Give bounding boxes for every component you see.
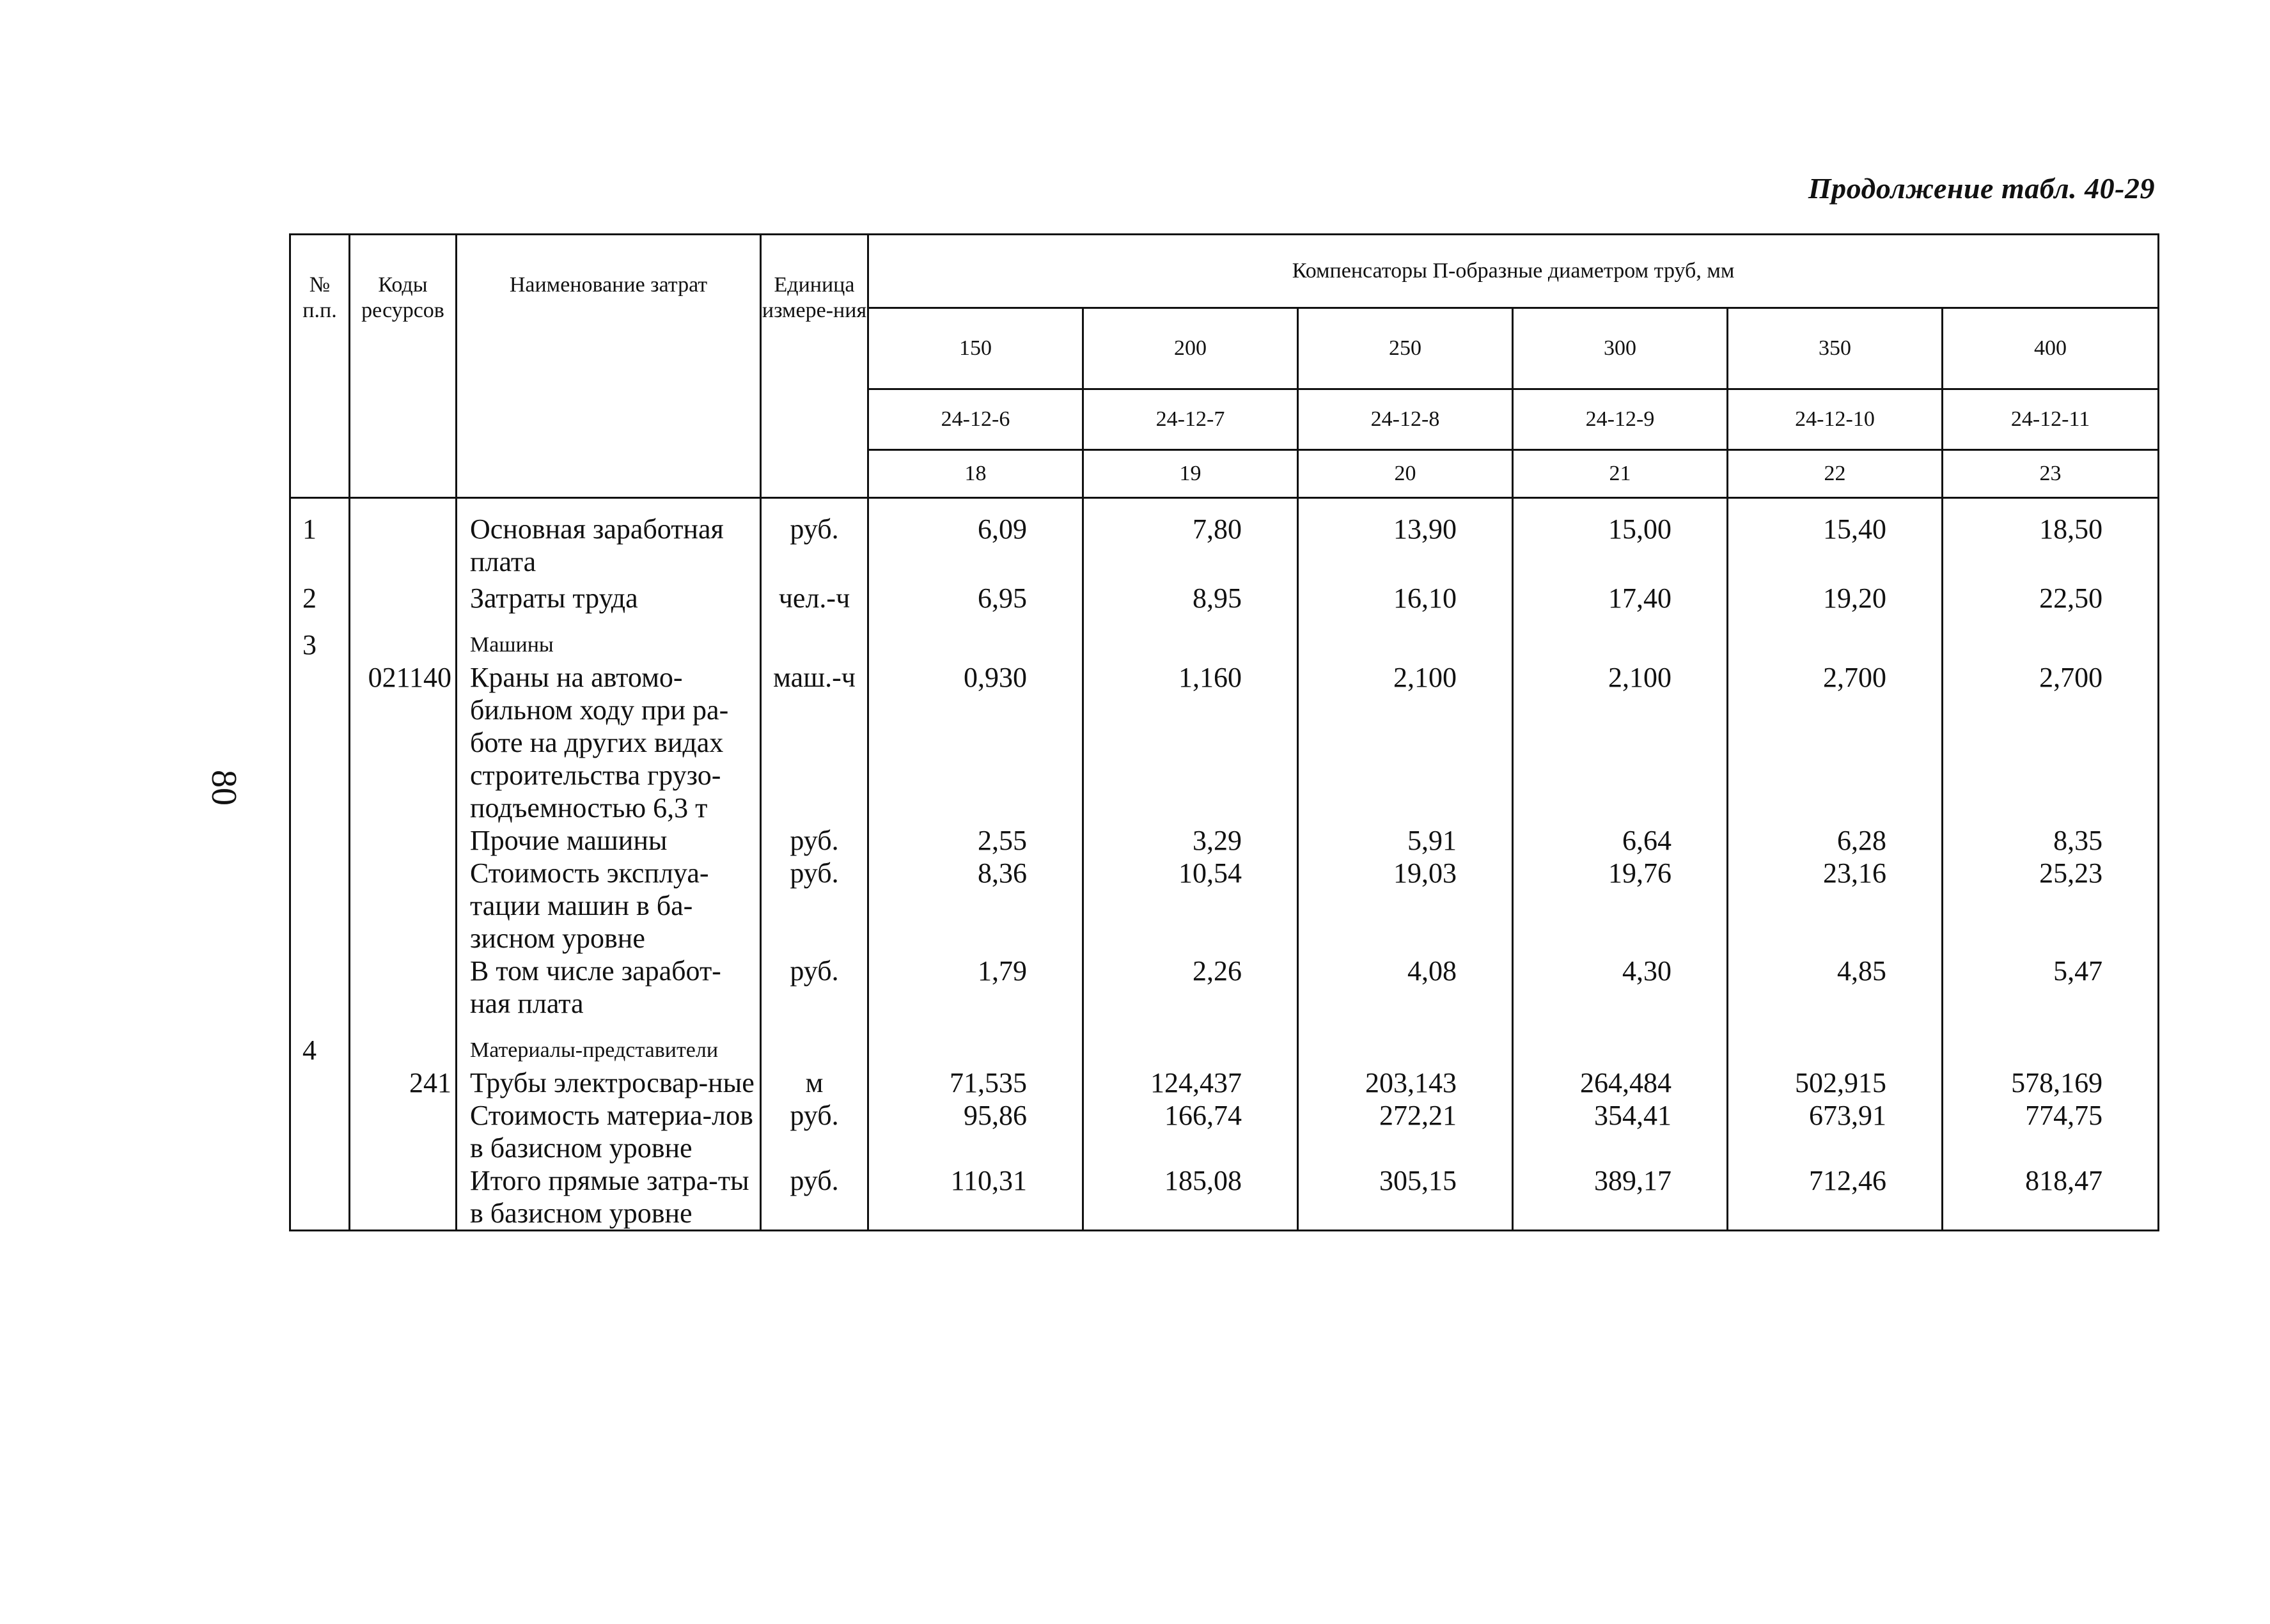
value-cell: 71,535	[868, 1066, 1083, 1099]
resource-code	[350, 857, 457, 955]
table-caption: Продолжение табл. 40-29	[1808, 172, 2155, 205]
header-unit: Единица измере-ния	[761, 235, 868, 498]
value-cell: 19,03	[1298, 857, 1513, 955]
table-row	[290, 498, 2159, 579]
value-cell	[1513, 1020, 1728, 1066]
value-cell: 2,100	[1513, 661, 1728, 824]
value-cell: 13,90	[1298, 498, 1513, 579]
header-codes: Коды ресурсов	[350, 235, 457, 498]
header-col-number-cell: 20	[1298, 450, 1513, 498]
header-code-cell: 24-12-7	[1083, 389, 1298, 450]
value-cell: 389,17	[1513, 1164, 1728, 1231]
value-cell	[1943, 614, 2159, 661]
value-cell	[868, 1020, 1083, 1066]
value-cell: 8,35	[1943, 824, 2159, 857]
header-diameter-cell: 250	[1298, 308, 1513, 389]
unit: руб.	[761, 498, 868, 579]
row-number	[290, 857, 350, 955]
unit: м	[761, 1066, 868, 1099]
header-col-number-cell: 23	[1943, 450, 2159, 498]
section-title: Машины	[457, 614, 761, 661]
value-cell: 0,930	[868, 661, 1083, 824]
page-number: 80	[204, 770, 244, 806]
row-number: 4	[290, 1020, 350, 1066]
value-cell: 578,169	[1943, 1066, 2159, 1099]
value-cell	[868, 614, 1083, 661]
value-cell: 774,75	[1943, 1099, 2159, 1164]
value-cell: 5,47	[1943, 955, 2159, 1020]
header-group: Компенсаторы П-образные диаметром труб, мм	[868, 235, 2159, 308]
cost-table	[289, 233, 2159, 1231]
value-cell: 2,26	[1083, 955, 1298, 1020]
cost-name: Трубы электросвар-ные	[457, 1066, 761, 1099]
unit: руб.	[761, 1099, 868, 1164]
value-cell: 4,30	[1513, 955, 1728, 1020]
unit: руб.	[761, 955, 868, 1020]
value-cell: 305,15	[1298, 1164, 1513, 1231]
value-cell	[1728, 1020, 1943, 1066]
value-cell: 17,40	[1513, 578, 1728, 614]
value-cell	[1298, 614, 1513, 661]
table-row	[290, 824, 2159, 857]
value-cell: 3,29	[1083, 824, 1298, 857]
value-cell: 6,64	[1513, 824, 1728, 857]
value-cell: 19,20	[1728, 578, 1943, 614]
unit: маш.-ч	[761, 661, 868, 824]
value-cell: 15,00	[1513, 498, 1728, 579]
value-cell: 8,95	[1083, 578, 1298, 614]
value-cell: 22,50	[1943, 578, 2159, 614]
unit: руб.	[761, 1164, 868, 1231]
value-cell: 7,80	[1083, 498, 1298, 579]
value-cell	[1298, 1020, 1513, 1066]
header-diameter-cell: 300	[1513, 308, 1728, 389]
resource-code: 241	[350, 1066, 457, 1099]
row-number: 2	[290, 578, 350, 614]
value-cell: 818,47	[1943, 1164, 2159, 1231]
value-cell: 15,40	[1728, 498, 1943, 579]
value-cell: 6,95	[868, 578, 1083, 614]
value-cell: 203,143	[1298, 1066, 1513, 1099]
table-row	[290, 955, 2159, 1020]
value-cell: 1,160	[1083, 661, 1298, 824]
section-title: Материалы-представители	[457, 1020, 761, 1066]
resource-code	[350, 498, 457, 579]
value-cell: 10,54	[1083, 857, 1298, 955]
value-cell: 502,915	[1728, 1066, 1943, 1099]
cost-name: В том числе заработ-ная плата	[457, 955, 761, 1020]
row-number: 3	[290, 614, 350, 661]
resource-code	[350, 1099, 457, 1164]
value-cell: 6,28	[1728, 824, 1943, 857]
header-diameter-cell: 400	[1943, 308, 2159, 389]
unit	[761, 614, 868, 661]
table-row	[290, 1164, 2159, 1231]
resource-code	[350, 1164, 457, 1231]
header-diameter-cell: 150	[868, 308, 1083, 389]
cost-name: Краны на автомо-бильном ходу при ра-боте на других видах строительства грузо-подъемностью 6,3 т	[457, 661, 761, 824]
value-cell: 2,700	[1728, 661, 1943, 824]
table-row	[290, 857, 2159, 955]
table-row	[290, 1099, 2159, 1164]
table-header	[290, 235, 2159, 498]
header-no: № п.п.	[290, 235, 350, 498]
header-col-number-cell: 21	[1513, 450, 1728, 498]
value-cell	[1728, 614, 1943, 661]
value-cell: 124,437	[1083, 1066, 1298, 1099]
value-cell	[1083, 1020, 1298, 1066]
value-cell: 2,100	[1298, 661, 1513, 824]
value-cell: 2,55	[868, 824, 1083, 857]
table-row	[290, 661, 2159, 824]
row-number: 1	[290, 498, 350, 579]
row-number	[290, 1099, 350, 1164]
value-cell: 6,09	[868, 498, 1083, 579]
header-code-cell: 24-12-11	[1943, 389, 2159, 450]
value-cell: 272,21	[1298, 1099, 1513, 1164]
value-cell: 8,36	[868, 857, 1083, 955]
value-cell: 166,74	[1083, 1099, 1298, 1164]
table-row	[290, 578, 2159, 614]
table-body	[290, 498, 2159, 1231]
value-cell: 712,46	[1728, 1164, 1943, 1231]
value-cell: 95,86	[868, 1099, 1083, 1164]
unit: чел.-ч	[761, 578, 868, 614]
row-number	[290, 824, 350, 857]
cost-name: Основная заработная плата	[457, 498, 761, 579]
row-number	[290, 1164, 350, 1231]
header-name: Наименование затрат	[457, 235, 761, 498]
resource-code	[350, 955, 457, 1020]
resource-code: 021140	[350, 661, 457, 824]
value-cell	[1513, 614, 1728, 661]
resource-code	[350, 1020, 457, 1066]
header-code-cell: 24-12-10	[1728, 389, 1943, 450]
cost-name: Итого прямые затра-ты в базисном уровне	[457, 1164, 761, 1231]
value-cell	[1083, 614, 1298, 661]
header-code-cell: 24-12-8	[1298, 389, 1513, 450]
value-cell: 25,23	[1943, 857, 2159, 955]
value-cell: 16,10	[1298, 578, 1513, 614]
header-col-number-cell: 18	[868, 450, 1083, 498]
header-diameter-cell: 200	[1083, 308, 1298, 389]
row-number	[290, 955, 350, 1020]
value-cell: 264,484	[1513, 1066, 1728, 1099]
value-cell: 19,76	[1513, 857, 1728, 955]
value-cell	[1943, 1020, 2159, 1066]
cost-name: Стоимость эксплуа-тации машин в ба-зисном уровне	[457, 857, 761, 955]
value-cell: 354,41	[1513, 1099, 1728, 1164]
unit	[761, 1020, 868, 1066]
value-cell: 18,50	[1943, 498, 2159, 579]
row-number	[290, 1066, 350, 1099]
resource-code	[350, 578, 457, 614]
value-cell: 4,08	[1298, 955, 1513, 1020]
table-row	[290, 1020, 2159, 1066]
table-row	[290, 614, 2159, 661]
table-row	[290, 1066, 2159, 1099]
unit: руб.	[761, 857, 868, 955]
header-diameter-cell: 350	[1728, 308, 1943, 389]
value-cell: 4,85	[1728, 955, 1943, 1020]
header-col-number-cell: 19	[1083, 450, 1298, 498]
resource-code	[350, 824, 457, 857]
value-cell: 1,79	[868, 955, 1083, 1020]
header-code-cell: 24-12-9	[1513, 389, 1728, 450]
value-cell: 2,700	[1943, 661, 2159, 824]
cost-name: Затраты труда	[457, 578, 761, 614]
header-code-cell: 24-12-6	[868, 389, 1083, 450]
cost-name: Стоимость материа-лов в базисном уровне	[457, 1099, 761, 1164]
value-cell: 185,08	[1083, 1164, 1298, 1231]
row-number	[290, 661, 350, 824]
unit: руб.	[761, 824, 868, 857]
resource-code	[350, 614, 457, 661]
header-col-number-cell: 22	[1728, 450, 1943, 498]
cost-name: Прочие машины	[457, 824, 761, 857]
value-cell: 23,16	[1728, 857, 1943, 955]
value-cell: 5,91	[1298, 824, 1513, 857]
value-cell: 673,91	[1728, 1099, 1943, 1164]
value-cell: 110,31	[868, 1164, 1083, 1231]
